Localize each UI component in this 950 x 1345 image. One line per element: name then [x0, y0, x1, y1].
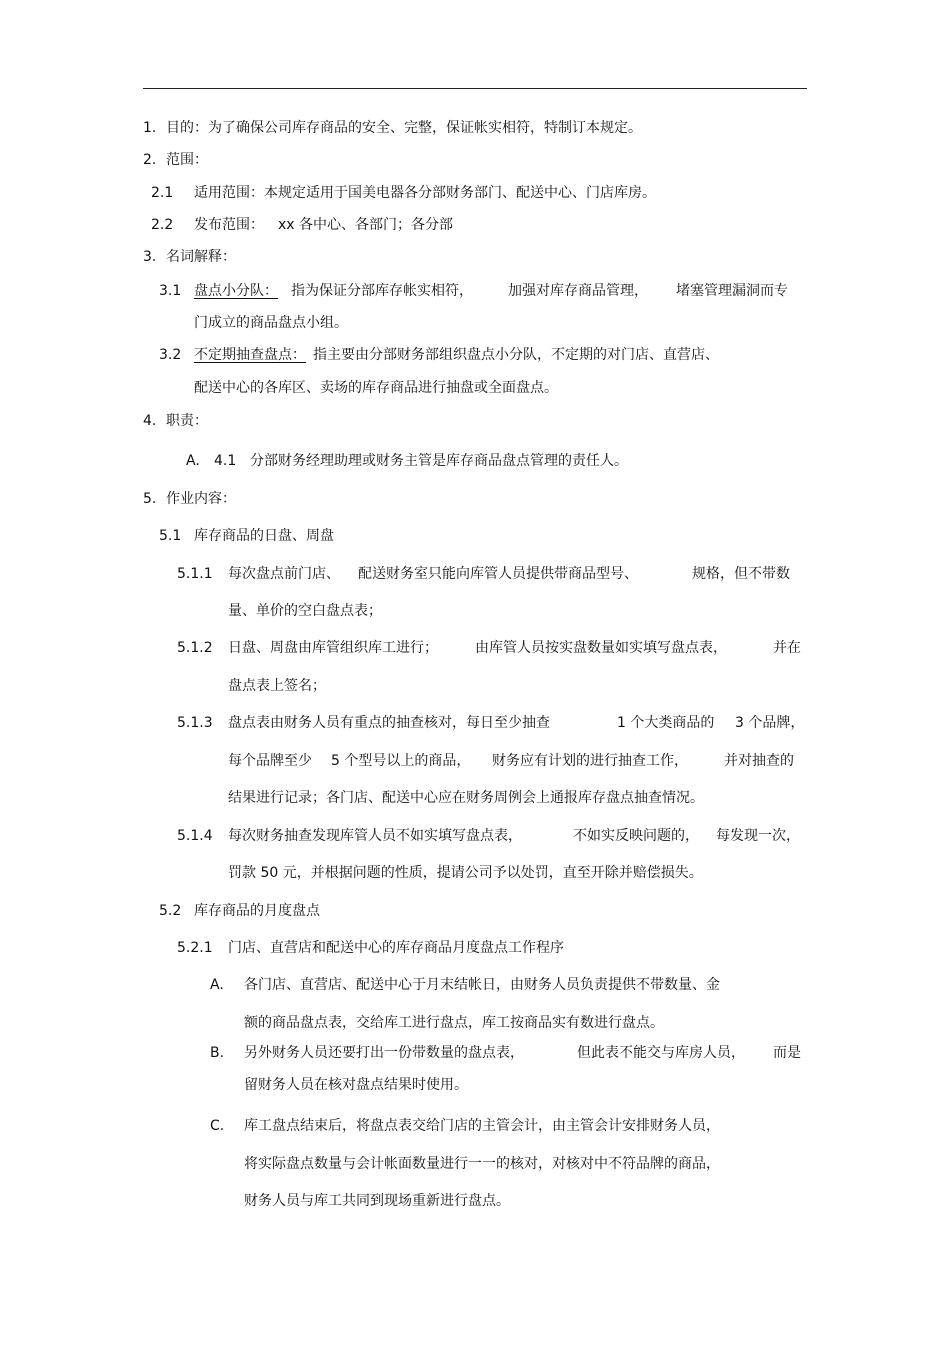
item-b-line2: 留财务人员在核对盘点结果时使用。	[244, 1077, 468, 1093]
section-3-2-number: 3.2	[159, 347, 182, 363]
section-5-1-1-line1-b: 配送财务室只能向库管人员提供带商品型号、	[358, 566, 638, 582]
section-3-1-term: 盘点小分队：	[194, 283, 278, 299]
section-3-1-line1-c: 堵塞管理漏洞而专	[676, 283, 788, 299]
section-4-text: 职责：	[166, 413, 208, 429]
section-5-1-1-line1-a: 每次盘点前门店、	[228, 566, 340, 582]
section-5-1-2-line1-c: 并在	[773, 640, 801, 656]
section-5-number: 5.	[143, 491, 157, 507]
section-5-1-3-line1-a: 盘点表由财务人员有重点的抽查核对，每日至少抽查	[228, 715, 550, 731]
item-a-letter: A.	[210, 977, 224, 993]
section-4-1-letter: A.	[186, 453, 200, 469]
section-2-2-number: 2.2	[151, 217, 174, 233]
section-2-text: 范围：	[166, 152, 208, 168]
section-3-text: 名词解释：	[166, 249, 236, 265]
section-1-text: 目的：为了确保公司库存商品的安全、完整，保证帐实相符，特制订本规定。	[166, 120, 642, 136]
section-5-1-2-line1-a: 日盘、周盘由库管组织库工进行；	[228, 640, 438, 656]
section-4-1-text: 分部财务经理助理或财务主管是库存商品盘点管理的责任人。	[250, 453, 628, 469]
section-3-2-term: 不定期抽查盘点：	[194, 347, 306, 363]
section-5-1-4-number: 5.1.4	[177, 828, 213, 844]
section-5-1-2-line1-b: 由库管人员按实盘数量如实填写盘点表，	[475, 640, 727, 656]
section-2-1-text: 适用范围：本规定适用于国美电器各分部财务部门、配送中心、门店库房。	[194, 185, 656, 201]
section-5-1-3-line2-b: 5 个型号以上的商品，	[331, 753, 471, 769]
section-4-number: 4.	[143, 413, 157, 429]
item-b-line1-c: 而是	[773, 1045, 801, 1061]
section-5-1-4-line1-c: 每发现一次，	[716, 828, 800, 844]
item-b-line1-b: 但此表不能交与库房人员，	[577, 1045, 745, 1061]
section-5-1-4-line1-b: 不如实反映问题的，	[573, 828, 699, 844]
section-5-1-2-line2: 盘点表上签名；	[228, 678, 326, 694]
section-5-2-1-number: 5.2.1	[177, 940, 213, 956]
section-1-number: 1.	[143, 120, 157, 136]
item-b-letter: B.	[210, 1045, 225, 1061]
section-5-1-3-line3: 结果进行记录；各门店、配送中心应在财务周例会上通报库存盘点抽查情况。	[228, 790, 704, 806]
section-5-1-3-line1-c: 3 个品牌，	[735, 715, 805, 731]
section-5-1-3-line1-b: 1 个大类商品的	[617, 715, 715, 731]
section-2-2-label: 发布范围：	[194, 217, 264, 233]
section-2-number: 2.	[143, 152, 157, 168]
section-5-1-2-number: 5.1.2	[177, 640, 213, 656]
section-5-1-1-line2: 量、单价的空白盘点表；	[228, 603, 382, 619]
item-a-line2: 额的商品盘点表，交给库工进行盘点，库工按商品实有数进行盘点。	[244, 1015, 664, 1031]
section-2-1-number: 2.1	[151, 185, 174, 201]
section-5-2-number: 5.2	[159, 903, 182, 919]
section-5-1-3-line2-c: 财务应有计划的进行抽查工作，	[492, 753, 688, 769]
section-5-2-1-text: 门店、直营店和配送中心的库存商品月度盘点工作程序	[228, 940, 564, 956]
section-5-1-number: 5.1	[159, 528, 182, 544]
item-c-line3: 财务人员与库工共同到现场重新进行盘点。	[244, 1193, 510, 1209]
section-3-1-number: 3.1	[159, 283, 182, 299]
section-5-1-1-number: 5.1.1	[177, 566, 213, 582]
item-a-line1: 各门店、直营店、配送中心于月末结帐日，由财务人员负责提供不带数量、金	[244, 977, 720, 993]
section-5-1-3-line2-d: 并对抽查的	[724, 753, 794, 769]
item-c-line1: 库工盘点结束后，将盘点表交给门店的主管会计，由主管会计安排财务人员，	[244, 1118, 720, 1134]
item-c-line2: 将实际盘点数量与会计帐面数量进行一一的核对，对核对中不符品牌的商品，	[244, 1156, 720, 1172]
section-3-number: 3.	[143, 249, 157, 265]
section-5-1-4-line1-a: 每次财务抽查发现库管人员不如实填写盘点表，	[228, 828, 522, 844]
section-5-1-1-line1-c: 规格，但不带数	[692, 566, 790, 582]
item-b-line1-a: 另外财务人员还要打出一份带数量的盘点表，	[244, 1045, 524, 1061]
section-5-1-4-line2: 罚款 50 元，并根据问题的性质，提请公司予以处罚，直至开除并赔偿损失。	[228, 865, 703, 881]
section-5-text: 作业内容：	[166, 491, 236, 507]
section-3-1-line2: 门成立的商品盘点小组。	[194, 315, 348, 331]
section-3-2-line1: 指主要由分部财务部组织盘点小分队，不定期的对门店、直营店、	[313, 347, 719, 363]
header-rule	[143, 88, 807, 89]
section-5-1-3-number: 5.1.3	[177, 715, 213, 731]
section-3-1-line1-b: 加强对库存商品管理，	[508, 283, 648, 299]
section-3-2-line2: 配送中心的各库区、卖场的库存商品进行抽盘或全面盘点。	[194, 380, 558, 396]
section-5-2-text: 库存商品的月度盘点	[194, 903, 320, 919]
item-c-letter: C.	[210, 1118, 225, 1134]
section-5-1-3-line2-a: 每个品牌至少	[228, 753, 312, 769]
section-4-1-number: 4.1	[214, 453, 237, 469]
section-3-1-line1-a: 指为保证分部库存帐实相符，	[291, 283, 473, 299]
section-5-1-text: 库存商品的日盘、周盘	[194, 528, 334, 544]
section-2-2-text: xx 各中心、各部门；各分部	[278, 217, 454, 233]
